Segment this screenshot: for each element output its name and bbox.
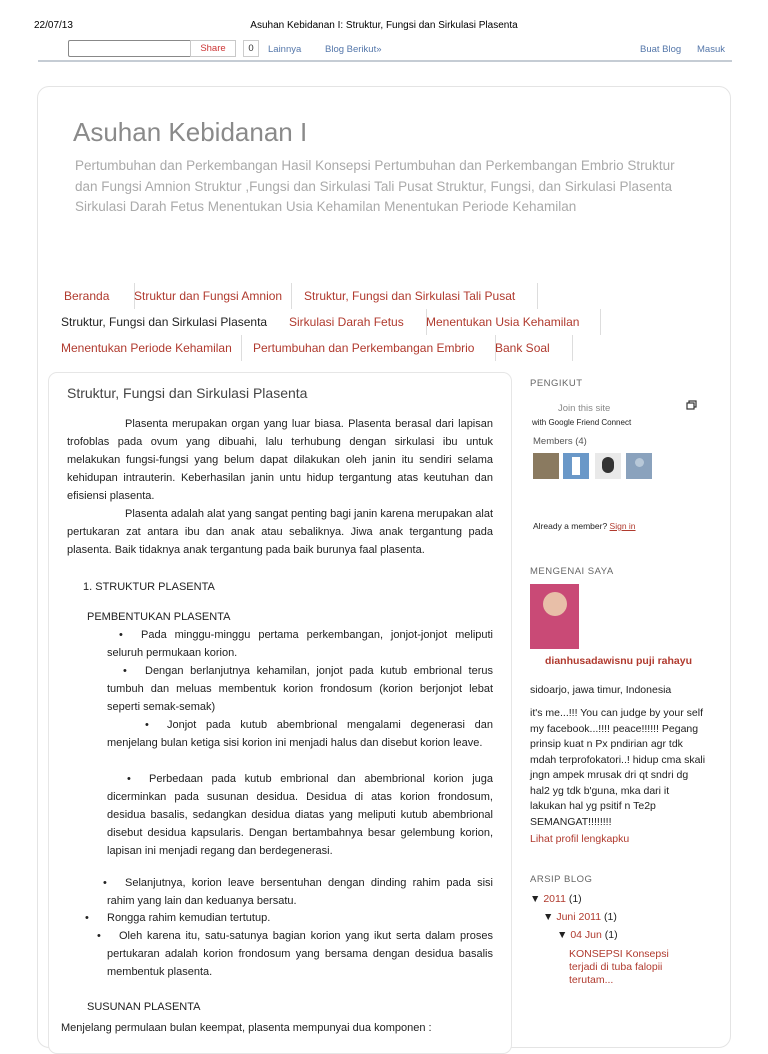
member-avatar[interactable] (533, 453, 559, 479)
tab-beranda[interactable]: Beranda (52, 283, 135, 309)
tab-label: Struktur dan Fungsi Amnion (134, 289, 283, 303)
tab-tali-pusat[interactable]: Struktur, Fungsi dan Sirkulasi Tali Pusat (292, 283, 538, 309)
print-title: Asuhan Kebidanan I: Struktur, Fungsi dan Sirkulasi Plasenta (250, 20, 518, 31)
already-member-text: Already a member? (533, 521, 608, 531)
blog-description: Pertumbuhan dan Perkembangan Hasil Konsepsi Pertumbuhan dan Perkembangan Embrio Struktur dan Fungsi Amnion Struktur ,Fungsi dan Sirkulasi Tali Pusat Struktur, Fungsi, dan Sirkulasi Plasenta Sirkulasi Darah Fetus Menentukan Usia Kehamilan Menentukan Periode Kehamilan (75, 158, 675, 214)
archive-month-link[interactable]: Juni 2011 (556, 911, 602, 923)
more-link[interactable]: Lainnya (268, 44, 302, 55)
list-item: • Pada minggu-minggu pertama perkembangan, jonjot-jonjot meliputi seluruh permukaan korion. (107, 626, 493, 662)
sign-in-link[interactable]: Masuk (697, 44, 725, 55)
toggle-triangle-icon[interactable]: ▼ (530, 893, 541, 905)
tab-bank-soal[interactable]: Bank Soal (483, 335, 573, 361)
face-icon (543, 592, 567, 616)
list-item: • Rongga rahim kemudian tertutup. (107, 909, 493, 927)
member-avatar[interactable] (563, 453, 589, 479)
tab-sirkulasi-darah[interactable]: Sirkulasi Darah Fetus (277, 309, 427, 335)
archive-post-link[interactable]: KONSEPSI Konsepsi terjadi di tuba falopii terutam... (569, 948, 669, 986)
create-blog-link[interactable]: Buat Blog (640, 44, 682, 55)
list-item: • Selanjutnya, korion leave bersentuhan dengan dinding rahim pada sisi rahim yang lain dan keduanya bersatu. (107, 874, 493, 910)
toggle-triangle-icon[interactable]: ▼ (557, 929, 568, 941)
post-paragraph-2: Plasenta adalah alat yang sangat penting bagi janin karena merupakan alat pertukaran zat antara ibu dan anak atau sebaliknya. Jiwa anak tergantung pada plasenta. Baik tidaknya anak tergantung pada baik burunya faal plasenta. (67, 508, 493, 556)
print-date: 22/07/13 (34, 20, 73, 31)
print-header (0, 0, 768, 34)
member-avatar[interactable] (595, 453, 621, 479)
author-location: sidoarjo, jawa timur, Indonesia (530, 684, 672, 696)
author-name-link[interactable]: dianhusadawisnu puji rahayu (545, 655, 693, 667)
tab-usia-kehamilan[interactable]: Menentukan Usia Kehamilan (414, 309, 601, 335)
silhouette-icon (572, 457, 580, 475)
subsection-heading: SUSUNAN PLASENTA (87, 1001, 201, 1013)
blogger-navbar (38, 38, 732, 62)
list-item: • Perbedaan pada kutub embrional dan abembrional korion juga dicerminkan pada susunan desidua. Desidua di atas korion frondosum, desidua basalis, sedangkan desidua diatas yang meliputi kutub abembrional disebut desidua kapsularis. Dengan bertambahnya besar gelembung korion, lapisan ini menjadi regang dan berdegenerasi. (107, 770, 493, 860)
post-paragraph-3: Menjelang permulaan bulan keempat, plasenta mempunyai dua komponen : (61, 1022, 432, 1034)
post-title[interactable]: Struktur, Fungsi dan Sirkulasi Plasenta (67, 385, 308, 401)
section-heading: 1. STRUKTUR PLASENTA (83, 581, 215, 593)
archive-day-count: (1) (604, 929, 618, 941)
gfc-label: with Google Friend Connect (532, 418, 632, 427)
already-member (533, 521, 636, 531)
followers-heading: PENGIKUT (530, 378, 583, 389)
post-paragraph-1: Plasenta merupakan organ yang luar biasa. Plasenta berasal dari lapisan trofoblas pada ovum yang dibuahi, lalu terhubung dengan sirkulasi ibu untuk melakukan fungsi-fungsi yang belum dapat dilakukan oleh janin itu sendiri selama kehidupan intrauterin. Keberhasilan janin untu hidup tergantung atas keutuhan dan efisiensi plasenta. (67, 418, 493, 502)
list-item: • Oleh karena itu, satu-satunya bagian korion yang ikut serta dalam proses pertukaran adalah korion frondosum yang bersama dengan desidua basalis membentuk plasenta. (107, 927, 493, 981)
archive-year-link[interactable]: 2011 (543, 893, 566, 905)
tab-embrio[interactable]: Pertumbuhan dan Perkembangan Embrio (241, 335, 496, 361)
join-site-link[interactable]: Join this site (558, 403, 611, 414)
archive-heading: ARSIP BLOG (530, 874, 593, 885)
author-photo[interactable] (530, 584, 579, 649)
tab-amnion[interactable] (134, 283, 292, 309)
toggle-triangle-icon[interactable]: ▼ (543, 911, 554, 923)
share-count: 0 (243, 40, 259, 57)
archive-day-link[interactable]: 04 Jun (570, 929, 602, 941)
list-item: • Dengan berlanjutnya kehamilan, jonjot pada kutub embrional terus tumbuh dan meluas membentuk korion frondosum (korion berjonjot lebat seperti semak-semak) (107, 662, 493, 716)
about-heading: MENGENAI SAYA (530, 566, 614, 577)
subsection-heading: PEMBENTUKAN PLASENTA (87, 611, 231, 623)
tab-periode-kehamilan[interactable]: Menentukan Periode Kehamilan (52, 335, 242, 361)
view-profile-link[interactable]: Lihat profil lengkapku (530, 833, 630, 845)
blog-title[interactable]: Asuhan Kebidanan I (73, 117, 308, 147)
author-bio: it's me...!!! You can judge by your self my facebook...!!!! peace!!!!!! Pegang prinsip kuat n Px pndirian agr tdk mdah terprofokatori..! hidup cma skali jngn ampek mrusak dri qt sndri dg hal2 yg tdk b'guna, mka dari it lakukan hal yg psitif n Te2p SEMANGAT!!!!!!!! (530, 707, 706, 828)
face-icon (602, 457, 614, 473)
member-sign-in-link[interactable]: Sign in (609, 521, 636, 531)
member-avatar[interactable] (626, 453, 652, 479)
tab-plasenta[interactable]: Struktur, Fungsi dan Sirkulasi Plasenta (61, 315, 268, 329)
members-count: Members (4) (533, 436, 587, 447)
user-icon (635, 458, 644, 467)
popout-icon[interactable] (686, 400, 697, 410)
archive-year[interactable] (530, 893, 582, 905)
list-item: • Jonjot pada kutub abembrional mengalami degenerasi dan menjelang bulan ketiga sisi korion ini menjadi halus dan disebut korion leave. (107, 716, 493, 752)
archive-month-count: (1) (604, 911, 617, 923)
archive-day[interactable] (557, 929, 618, 941)
next-blog-link[interactable]: Blog Berikut» (325, 44, 382, 55)
archive-month[interactable] (543, 911, 617, 923)
share-button[interactable]: Share (190, 40, 236, 57)
archive-year-count: (1) (568, 893, 582, 905)
